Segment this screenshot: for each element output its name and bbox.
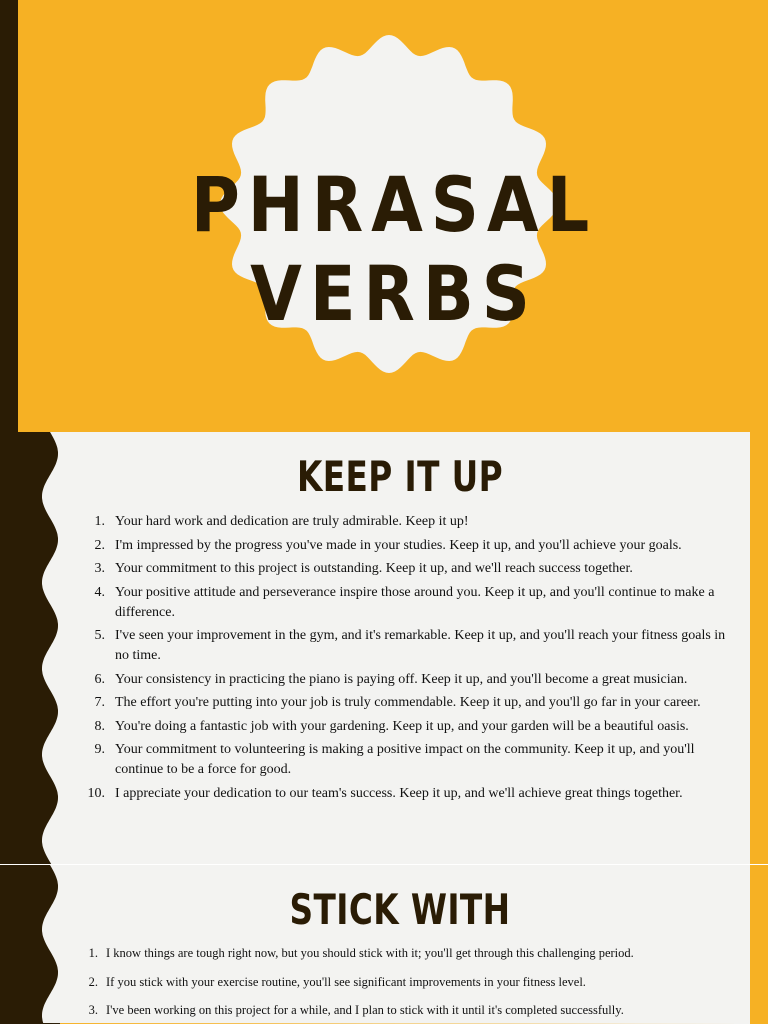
list-item-number: 10. [87,785,105,801]
list-item-number: 3. [94,561,105,576]
list-item [94,559,727,579]
list-item-text: I appreciate your dedication to our team's success. Keep it up, and we'll achieve great things together. [115,785,683,801]
list-item [94,583,727,623]
list-item-text: I'm impressed by the progress you've made in your studies. Keep it up, and you'll achieve your goals. [115,537,682,553]
slide-title: PHRASAL VERBS [190,160,598,338]
list-item-number: 7. [94,695,105,710]
list-item-number: 4. [94,584,105,600]
section-heading: KEEP IT UP [296,452,504,501]
list-item-number: 1. [94,514,105,529]
list-item-number: 6. [94,671,105,687]
example-list [88,945,726,1024]
example-list [87,512,727,807]
list-item-text: I know things are tough right now, but you should stick with it; you'll get through this challenging period. [106,946,634,960]
list-item-number: 2. [94,537,105,553]
list-item-text: You're doing a fantastic job with your gardening. Keep it up, and your garden will be a beautiful oasis. [115,718,689,734]
list-item-text: Your consistency in practicing the piano is paying off. Keep it up, and you'll become a great musician. [115,671,688,687]
list-item-text: Your positive attitude and perseverance inspire those around you. Keep it up, and you'll continue to make a difference. [115,584,715,620]
list-item [94,693,727,713]
title-slide [0,0,768,432]
list-item-number: 3. [88,1003,98,1017]
list-item [94,740,727,780]
list-item [88,945,726,962]
list-item-text: Your hard work and dedication are truly admirable. Keep it up! [115,514,469,529]
list-item [94,626,727,666]
list-item [87,784,727,804]
list-item [94,670,727,690]
section-heading: STICK WITH [289,885,511,934]
list-item-number: 1. [88,946,98,960]
list-item-number: 9. [94,742,105,757]
list-item-number: 8. [94,718,105,734]
list-item-text: If you stick with your exercise routine, you'll see significant improvements in your fitness level. [106,974,586,989]
list-item [94,512,727,532]
list-item-text: I've seen your improvement in the gym, and it's remarkable. Keep it up, and you'll reach your fitness goals in no time. [115,628,726,663]
list-item-text: Your commitment to this project is outstanding. Keep it up, and we'll reach success together. [115,561,633,576]
list-item [94,536,727,556]
stick-with-slide [0,865,768,1024]
list-item-text: Your commitment to volunteering is making a positive impact on the community. Keep it up, and you'll continue to be a force for good. [115,742,695,777]
list-item [88,974,726,991]
list-item-number: 5. [94,628,105,643]
list-item-number: 2. [88,974,98,989]
keep-it-up-slide [0,432,768,864]
list-item-text: The effort you're putting into your job is truly commendable. Keep it up, and you'll go far in your career. [115,695,701,710]
list-item-text: I've been working on this project for a while, and I plan to stick with it until it's completed successfully. [106,1003,624,1017]
list-item [94,717,727,737]
list-item [88,1002,726,1019]
